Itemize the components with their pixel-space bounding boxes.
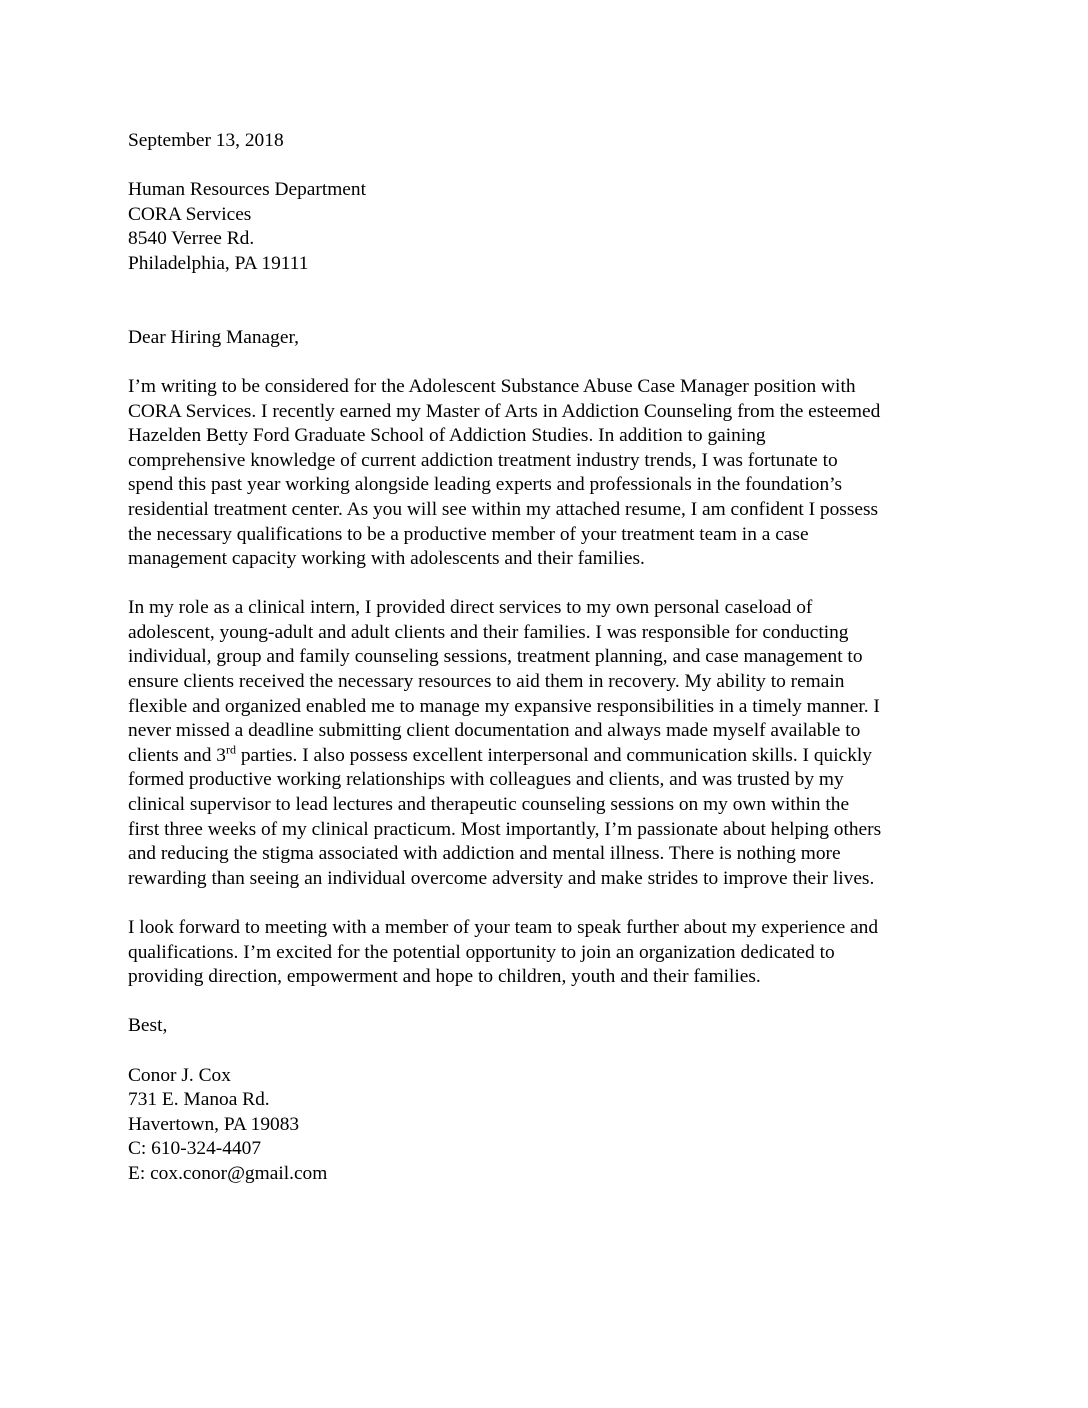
signature-phone: C: 610-324-4407 xyxy=(128,1138,262,1160)
signature-city: Havertown, PA 19083 xyxy=(128,1113,300,1135)
paragraph-experience xyxy=(128,596,968,891)
paragraph-line: ensure clients received the necessary resources to aid them in recovery. My ability to remain xyxy=(128,671,845,693)
paragraph-line: CORA Services. I recently earned my Master of Arts in Addiction Counseling from the esteemed xyxy=(128,400,881,422)
paragraph-line: rewarding than seeing an individual overcome adversity and make strides to improve their lives. xyxy=(128,867,875,889)
recipient-address xyxy=(128,178,968,276)
paragraph-line: first three weeks of my clinical practicum. Most importantly, I’m passionate about helping others xyxy=(128,818,882,840)
recipient-city: Philadelphia, PA 19111 xyxy=(128,252,309,274)
paragraph-intro xyxy=(128,375,968,572)
signature-block xyxy=(128,1064,968,1187)
paragraph-line: management capacity working with adolescents and their families. xyxy=(128,548,645,570)
recipient-organization: CORA Services xyxy=(128,203,252,225)
letter-date: September 13, 2018 xyxy=(128,130,284,151)
paragraph-line: clinical supervisor to lead lectures and therapeutic counseling sessions on my own within the xyxy=(128,794,850,816)
paragraph-line: qualifications. I’m excited for the potential opportunity to join an organization dedicated to xyxy=(128,941,835,963)
signature-email: E: cox.conor@gmail.com xyxy=(128,1162,328,1184)
signature-name: Conor J. Cox xyxy=(128,1064,231,1086)
paragraph-line: adolescent, young-adult and adult clients and their families. I was responsible for conducting xyxy=(128,621,849,643)
paragraph-line: flexible and organized enabled me to manage my expansive responsibilities in a timely manner. I xyxy=(128,695,880,717)
letter-page xyxy=(128,129,968,1187)
paragraph-line-superscript: clients and 3rd parties. I also possess excellent interpersonal and communication skills. I quickly xyxy=(128,742,872,766)
paragraph-closing xyxy=(128,916,968,990)
paragraph-line: providing direction, empowerment and hope to children, youth and their families. xyxy=(128,966,761,988)
paragraph-line: In my role as a clinical intern, I provided direct services to my own personal caseload of xyxy=(128,597,813,619)
paragraph-line: never missed a deadline submitting client documentation and always made myself available to xyxy=(128,720,861,742)
ordinal-superscript: rd xyxy=(226,742,237,757)
paragraph-line: and reducing the stigma associated with addiction and mental illness. There is nothing more xyxy=(128,843,841,865)
paragraph-line: comprehensive knowledge of current addiction treatment industry trends, I was fortunate to xyxy=(128,449,838,471)
paragraph-line: I look forward to meeting with a member of your team to speak further about my experience and xyxy=(128,917,879,938)
paragraph-line: Hazelden Betty Ford Graduate School of Addiction Studies. In addition to gaining xyxy=(128,425,766,447)
paragraph-line: individual, group and family counseling sessions, treatment planning, and case management to xyxy=(128,646,863,668)
paragraph-line: formed productive working relationships with colleagues and clients, and was trusted by my xyxy=(128,769,844,791)
recipient-street: 8540 Verree Rd. xyxy=(128,228,255,250)
paragraph-line: I’m writing to be considered for the Adolescent Substance Abuse Case Manager position with xyxy=(128,375,856,397)
salutation: Dear Hiring Manager, xyxy=(128,326,299,348)
recipient-department: Human Resources Department xyxy=(128,179,366,201)
paragraph-line: residential treatment center. As you will see within my attached resume, I am confident I possess xyxy=(128,498,879,520)
closing: Best, xyxy=(128,1015,168,1037)
paragraph-line: spend this past year working alongside leading experts and professionals in the foundation’s xyxy=(128,474,843,496)
signature-street: 731 E. Manoa Rd. xyxy=(128,1089,270,1111)
paragraph-line: the necessary qualifications to be a productive member of your treatment team in a case xyxy=(128,523,809,545)
